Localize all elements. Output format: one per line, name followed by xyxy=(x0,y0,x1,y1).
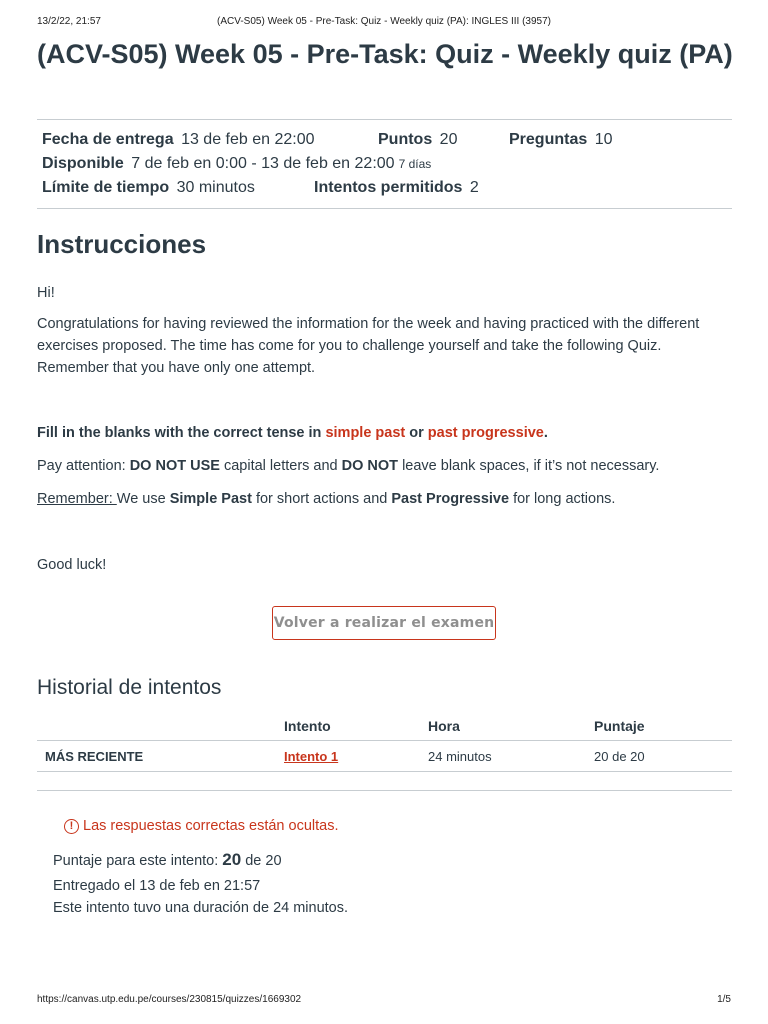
score-of: de 20 xyxy=(612,748,645,764)
page-number: 1/5 xyxy=(717,994,731,1005)
time-cell: 24 minutos xyxy=(428,741,594,772)
alert-text: Las respuestas correctas están ocultas. xyxy=(83,818,339,834)
questions-meta xyxy=(509,129,613,151)
divider xyxy=(37,119,732,120)
divider xyxy=(37,208,732,209)
remember-emphasis: Past Progressive xyxy=(391,491,510,507)
attempts-meta xyxy=(314,177,479,199)
submitted-at: Entregado el 13 de feb en 21:57 xyxy=(53,878,261,894)
remember-text: for long actions. xyxy=(509,491,616,507)
remember-emphasis: Simple Past xyxy=(169,491,252,507)
col-header: Hora xyxy=(428,712,594,741)
warning-icon: ! xyxy=(64,819,79,834)
attempt-score-of: de 20 xyxy=(241,853,282,869)
hidden-answers-alert xyxy=(64,818,339,834)
due-value: 13 de feb en 22:00 xyxy=(181,131,315,148)
attempt-score-value: 20 xyxy=(222,850,242,869)
retake-quiz-button[interactable]: Volver a realizar el examen xyxy=(272,606,496,640)
attempts-table xyxy=(37,712,732,772)
attempt-score xyxy=(53,850,282,870)
print-doc-title: (ACV-S05) Week 05 - Pre-Task: Quiz - Weekly quiz (PA): INGLES III (3957) xyxy=(217,16,551,27)
remember-label: Remember: xyxy=(37,491,117,507)
attempts-value: 2 xyxy=(469,179,479,196)
pay-text: capital letters and xyxy=(219,458,342,474)
remember-text: We use xyxy=(116,491,170,507)
col-header: Intento xyxy=(284,712,428,741)
questions-value: 10 xyxy=(594,131,613,148)
past-progressive-highlight: past progressive xyxy=(427,425,544,441)
col-header: Puntaje xyxy=(594,712,732,741)
col-header xyxy=(37,712,284,741)
attempt-duration: Este intento tuvo una duración de 24 minutos. xyxy=(53,900,349,916)
fill-text: Fill in the blanks with the correct tense in xyxy=(37,425,326,441)
time-limit-label: Límite de tiempo xyxy=(42,179,170,196)
good-luck: Good luck! xyxy=(37,557,107,573)
instructions-heading: Instrucciones xyxy=(37,229,207,259)
intro-paragraph: Congratulations for having reviewed the information for the week and having practiced with the different exercises proposed. The time has come for you to challenge yourself and take the following Quiz. Remember that you have only one attempt. xyxy=(37,316,700,376)
score-cell xyxy=(594,741,732,772)
greeting: Hi! xyxy=(37,285,55,301)
due-label: Fecha de entrega xyxy=(42,131,174,148)
fill-text: or xyxy=(405,425,428,441)
fill-text: . xyxy=(543,425,548,441)
remember-text: for short actions and xyxy=(251,491,392,507)
attempts-label: Intentos permitidos xyxy=(314,179,463,196)
history-heading: Historial de intentos xyxy=(37,676,222,699)
pay-emphasis: DO NOT USE xyxy=(129,458,220,474)
points-meta xyxy=(378,129,457,151)
print-header xyxy=(37,16,731,30)
most-recent-label: MÁS RECIENTE xyxy=(37,741,284,772)
available-days: 7 días xyxy=(398,157,432,171)
remember-note xyxy=(37,488,737,510)
pay-attention xyxy=(37,455,737,477)
points-value: 20 xyxy=(439,131,458,148)
pay-text: Pay attention: xyxy=(37,458,130,474)
pay-text: leave blank spaces, if it’s not necessary. xyxy=(398,458,660,474)
time-limit-meta xyxy=(42,177,255,199)
print-datetime: 13/2/22, 21:57 xyxy=(37,16,101,27)
page-title: (ACV-S05) Week 05 - Pre-Task: Quiz - Weekly quiz (PA) xyxy=(37,39,733,69)
table-row xyxy=(37,741,732,772)
simple-past-highlight: simple past xyxy=(325,425,406,441)
meta-row-1 xyxy=(42,129,315,151)
available-value: 7 de feb en 0:00 - 13 de feb en 22:00 xyxy=(131,155,395,172)
page-url: https://canvas.utp.edu.pe/courses/230815/quizzes/1669302 xyxy=(37,994,302,1005)
score-label: Puntaje para este intento: xyxy=(53,853,223,869)
available-label: Disponible xyxy=(42,155,124,172)
fill-instruction xyxy=(37,422,737,444)
attempt-cell xyxy=(284,741,428,772)
divider xyxy=(37,790,732,791)
time-limit-value: 30 minutos xyxy=(176,179,255,196)
questions-label: Preguntas xyxy=(509,131,588,148)
score-value: 20 xyxy=(594,748,609,764)
pay-emphasis: DO NOT xyxy=(341,458,399,474)
points-label: Puntos xyxy=(378,131,433,148)
table-header-row xyxy=(37,712,732,741)
attempt-link[interactable]: Intento 1 xyxy=(284,748,339,764)
available-meta xyxy=(42,153,431,175)
